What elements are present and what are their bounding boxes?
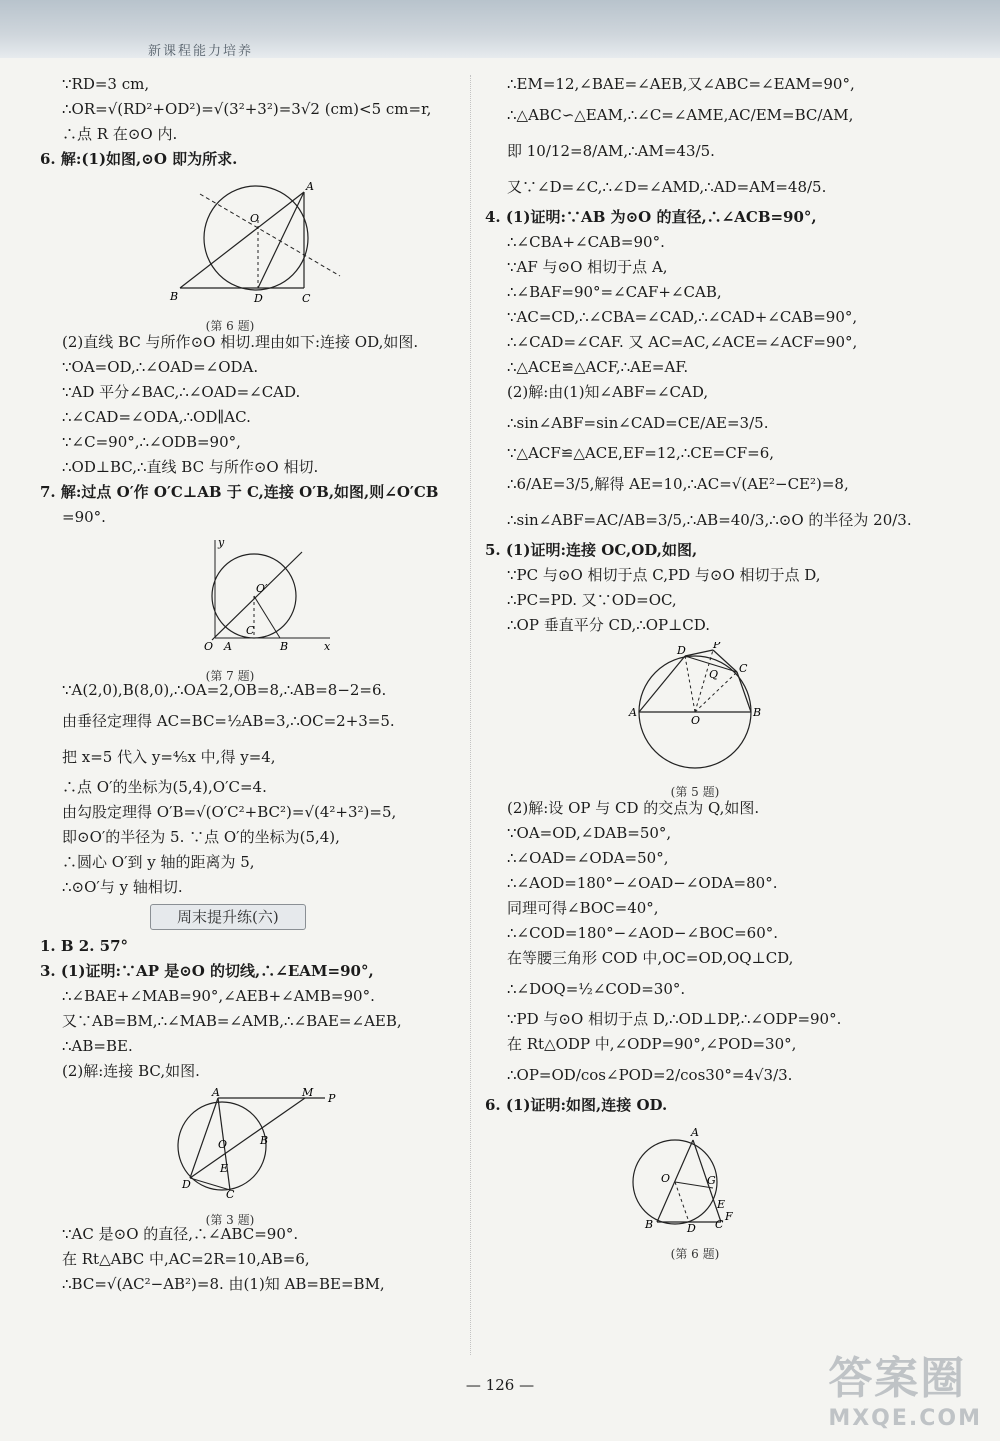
svg-text:D: D [687, 1222, 696, 1234]
svg-text:O: O [661, 1172, 671, 1185]
figure-6b [485, 1122, 955, 1261]
svg-text:A: A [306, 180, 314, 193]
figure-caption: (第 6 题) [205, 319, 255, 333]
text-line: ∵PC 与⊙O 相切于点 C,PD 与⊙O 相切于点 D, [507, 566, 821, 584]
text-line: ∴点 R 在⊙O 内. [62, 125, 178, 143]
text-line: 把 x=5 代入 y=⅘x 中,得 y=4, [62, 748, 276, 766]
text-line: (2)解:连接 BC,如图. [62, 1062, 200, 1080]
svg-text:B: B [645, 1218, 654, 1231]
text-line: ∵AD 平分∠BAC,∴∠OAD=∠CAD. [62, 383, 301, 401]
text-line: (2)直线 BC 与所作⊙O 相切.理由如下:连接 OD,如图. [62, 333, 419, 351]
text-line: (2)解:由(1)知∠ABF=∠CAD, [507, 383, 709, 401]
text-line: 6. (1)证明:如图,连接 OD. [485, 1096, 668, 1114]
geometry-figure-7 [40, 534, 460, 656]
text-line: 即⊙O′的半径为 5. ∵点 O′的坐标为(5,4), [62, 828, 340, 846]
text-line: 又∵∠D=∠C,∴∠D=∠AMD,∴AD=AM=48/5. [507, 178, 827, 196]
text-line: ∴OD⊥BC,∴直线 BC 与所作⊙O 相切. [62, 458, 319, 476]
text-line: 即 10/12=8/AM,∴AM=43/5. [507, 142, 715, 160]
text-line: (2)解:设 OP 与 CD 的交点为 Q,如图. [507, 799, 760, 817]
svg-text:C: C [302, 292, 311, 305]
figure-caption: (第 7 题) [205, 669, 255, 683]
text-line: ∵PD 与⊙O 相切于点 D,∴OD⊥DP,∴∠ODP=90°. [507, 1010, 842, 1028]
text-line: 同理可得∠BOC=40°, [507, 899, 659, 917]
text-line: ∴∠DOQ=½∠COD=30°. [507, 980, 686, 998]
text-line: ∵△ACF≌△ACE,EF=12,∴CE=CF=6, [507, 444, 775, 462]
figure-caption: (第 6 题) [670, 1247, 720, 1261]
svg-text:M: M [302, 1088, 314, 1099]
figure-caption: (第 3 题) [205, 1213, 255, 1227]
svg-text:B: B [280, 640, 289, 653]
right-column [485, 72, 955, 1261]
svg-text:O: O [250, 212, 260, 225]
text-line: ∴BC=√(AC²−AB²)=8. 由(1)知 AB=BE=BM, [62, 1275, 385, 1293]
text-line: ∴⊙O′与 y 轴相切. [62, 878, 183, 896]
section-badge: 周末提升练(六) [150, 904, 306, 930]
text-line: 1. B 2. 57° [40, 937, 129, 955]
svg-text:C: C [739, 662, 748, 675]
text-line: ∴sin∠ABF=AC/AB=3/5,∴AB=40/3,∴⊙O 的半径为 20/3. [507, 511, 912, 529]
text-line: ∴∠COD=180°−∠AOD−∠BOC=60°. [507, 924, 779, 942]
geometry-figure-5 [485, 642, 955, 772]
figure-caption: (第 5 题) [670, 785, 720, 799]
text-line: ∴AB=BE. [62, 1037, 133, 1055]
text-line: 7. 解:过点 O′作 O′C⊥AB 于 C,连接 O′B,如图,则∠O′CB [40, 483, 439, 501]
watermark-url: MXQE.COM [828, 1406, 982, 1431]
text-line: 由勾股定理得 O′B=√(O′C²+BC²)=√(4²+3²)=5, [62, 803, 397, 821]
svg-text:D: D [254, 292, 263, 305]
svg-text:G: G [707, 1174, 716, 1187]
text-line: 6. 解:(1)如图,⊙O 即为所求. [40, 150, 238, 168]
text-line: ∵RD=3 cm, [62, 75, 150, 93]
text-line: ∴圆心 O′到 y 轴的距离为 5, [62, 853, 255, 871]
text-line: 在等腰三角形 COD 中,OC=OD,OQ⊥CD, [507, 949, 794, 967]
svg-text:E: E [717, 1198, 726, 1211]
svg-text:C: C [226, 1188, 235, 1200]
header-title: 新课程能力培养 [148, 44, 254, 59]
text-line: ∵AC=CD,∴∠CBA=∠CAD,∴∠CAD+∠CAB=90°, [507, 308, 858, 326]
text-line: ∴∠BAE+∠MAB=90°,∠AEB+∠AMB=90°. [62, 987, 375, 1005]
column-divider [470, 75, 471, 1355]
text-line: ∴∠BAF=90°=∠CAF+∠CAB, [507, 283, 722, 301]
text-line: =90°. [62, 508, 106, 526]
svg-text:D: D [677, 644, 686, 657]
text-line: ∴点 O′的坐标为(5,4),O′C=4. [62, 778, 267, 796]
text-line: ∵AF 与⊙O 相切于点 A, [507, 258, 668, 276]
text-line: ∵∠C=90°,∴∠ODB=90°, [62, 433, 241, 451]
text-line: ∴EM=12,∠BAE=∠AEB,又∠ABC=∠EAM=90°, [507, 75, 855, 93]
text-line: ∴sin∠ABF=sin∠CAD=CE/AE=3/5. [507, 414, 769, 432]
text-line: ∵AC 是⊙O 的直径,∴∠ABC=90°. [62, 1225, 299, 1243]
svg-text:O: O [691, 714, 701, 727]
svg-text:A: A [224, 640, 232, 653]
svg-text:B: B [260, 1134, 269, 1147]
text-line: ∴OP 垂直平分 CD,∴OP⊥CD. [507, 616, 710, 634]
geometry-figure-3 [40, 1088, 460, 1200]
text-line: ∴∠AOD=180°−∠OAD−∠ODA=80°. [507, 874, 778, 892]
text-line: 在 Rt△ABC 中,AC=2R=10,AB=6, [62, 1250, 310, 1268]
svg-text:Q: Q [709, 668, 719, 681]
text-line: 3. (1)证明:∵AP 是⊙O 的切线,∴∠EAM=90°, [40, 962, 374, 980]
text-line: ∴∠CAD=∠CAF. 又 AC=AC,∠ACE=∠ACF=90°, [507, 333, 858, 351]
figure-5 [485, 642, 955, 799]
watermark-text: 答案圈 [828, 1353, 967, 1404]
svg-text:C: C [246, 624, 255, 637]
text-line: 5. (1)证明:连接 OC,OD,如图, [485, 541, 698, 559]
text-line: ∵OA=OD,∴∠OAD=∠ODA. [62, 358, 259, 376]
svg-text:O: O [218, 1138, 228, 1151]
page-number: — 126 — [465, 1376, 535, 1394]
text-line: ∴OR=√(RD²+OD²)=√(3²+3²)=3√2 (cm)<5 cm=r, [62, 100, 432, 118]
text-line: ∵OA=OD,∠DAB=50°, [507, 824, 672, 842]
text-line: ∴∠CBA+∠CAB=90°. [507, 233, 665, 251]
text-line: ∴∠CAD=∠ODA,∴OD∥AC. [62, 408, 251, 426]
svg-text:B: B [170, 290, 179, 303]
left-column [40, 72, 460, 1297]
svg-text:F: F [725, 1210, 733, 1223]
text-line: ∴∠OAD=∠ODA=50°, [507, 849, 669, 867]
svg-text:y: y [218, 536, 225, 549]
geometry-figure-6b [485, 1122, 955, 1234]
figure-7 [40, 534, 460, 683]
figure-6 [40, 176, 460, 333]
svg-text:P: P [328, 1092, 336, 1105]
text-line: ∴△ABC∽△EAM,∴∠C=∠AME,AC/EM=BC/AM, [507, 106, 854, 124]
geometry-figure-6 [40, 176, 460, 306]
svg-text:A: A [691, 1126, 699, 1139]
svg-text:B: B [753, 706, 762, 719]
text-line: 在 Rt△ODP 中,∠ODP=90°,∠POD=30°, [507, 1035, 797, 1053]
svg-text:C: C [715, 1218, 724, 1231]
svg-text:A: A [629, 706, 637, 719]
svg-text:O′: O′ [256, 582, 268, 595]
text-line: ∴OP=OD/cos∠POD=2/cos30°=4√3/3. [507, 1066, 793, 1084]
text-line: ∴6/AE=3/5,解得 AE=10,∴AC=√(AE²−CE²)=8, [507, 475, 849, 493]
text-line: ∴PC=PD. 又∵OD=OC, [507, 591, 677, 609]
svg-text:P: P [713, 642, 721, 651]
svg-text:O: O [204, 640, 214, 653]
svg-text:E: E [220, 1162, 229, 1175]
svg-text:A: A [212, 1088, 220, 1099]
svg-text:x: x [324, 640, 331, 653]
figure-3 [40, 1088, 460, 1227]
text-line: ∵A(2,0),B(8,0),∴OA=2,OB=8,∴AB=8−2=6. [62, 681, 387, 699]
text-line: 由垂径定理得 AC=BC=½AB=3,∴OC=2+3=5. [62, 712, 395, 730]
svg-text:D: D [182, 1178, 191, 1191]
text-line: ∴△ACE≌△ACF,∴AE=AF. [507, 358, 689, 376]
watermark-logo [828, 1342, 982, 1431]
text-line: 4. (1)证明:∵AB 为⊙O 的直径,∴∠ACB=90°, [485, 208, 817, 226]
text-line: 又∵AB=BM,∴∠MAB=∠AMB,∴∠BAE=∠AEB, [62, 1012, 402, 1030]
